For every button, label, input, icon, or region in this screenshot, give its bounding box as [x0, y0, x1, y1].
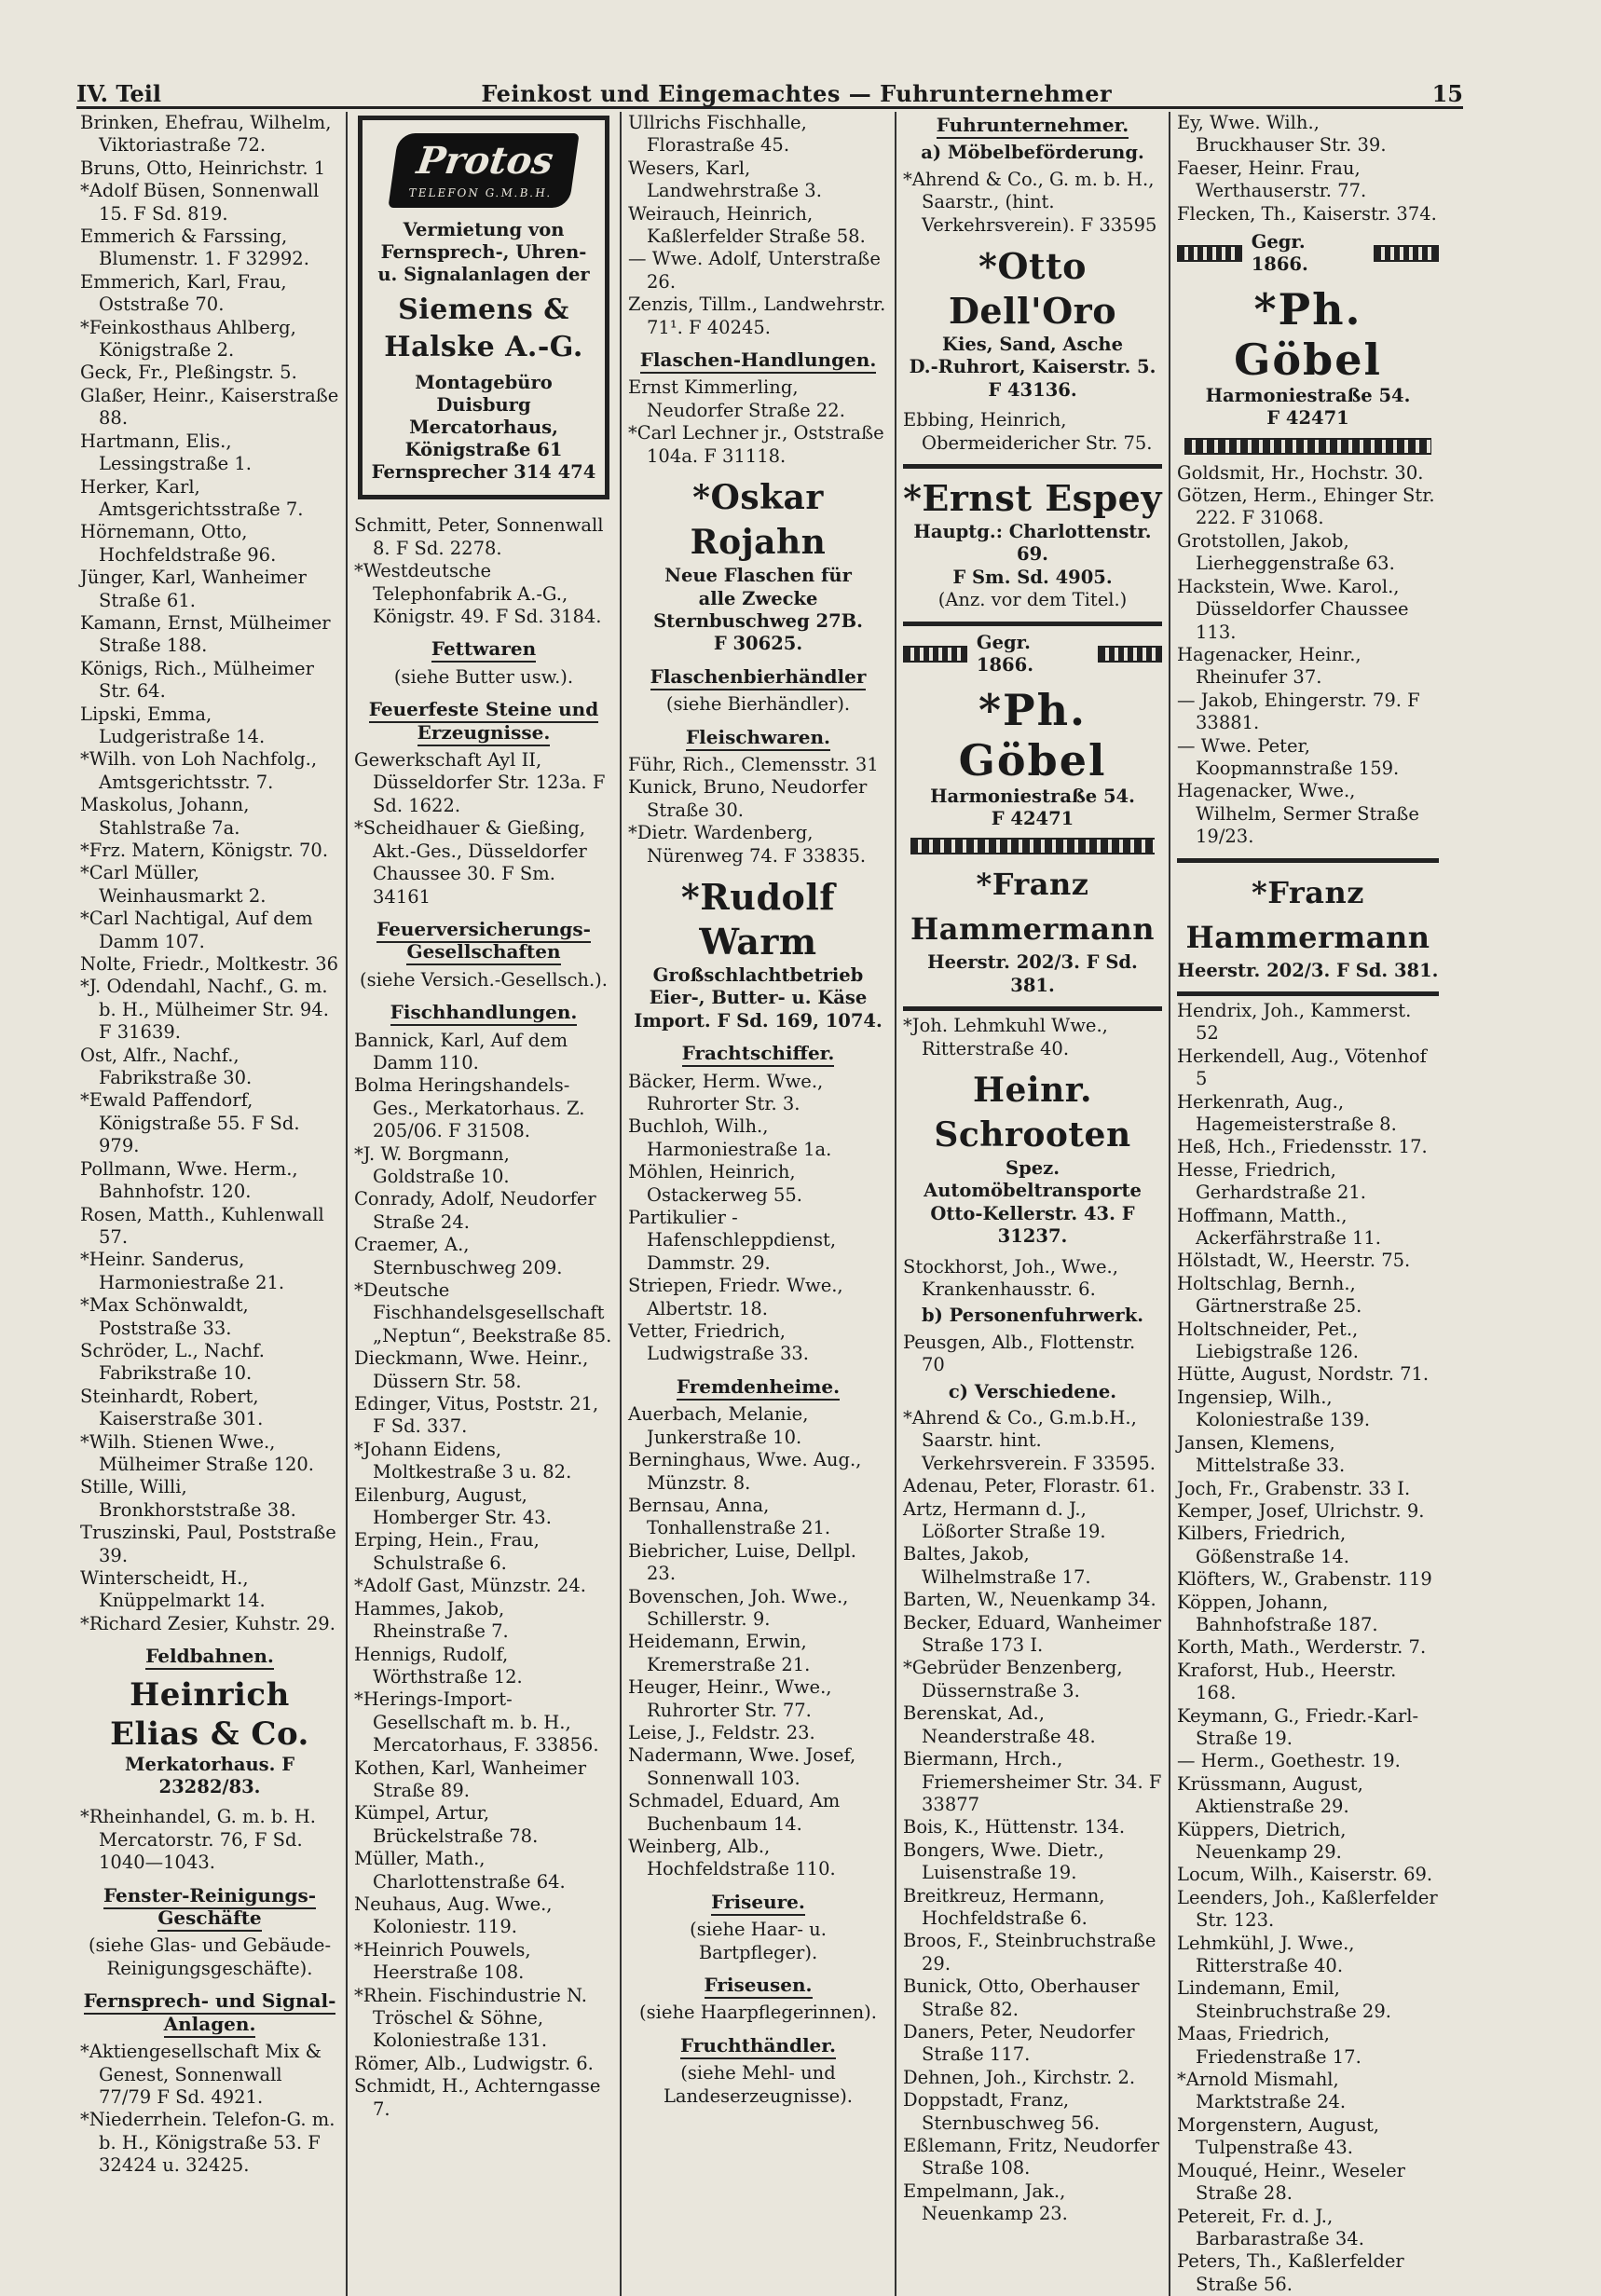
directory-entry: Rosen, Matth., Kuhlenwall 57.: [80, 1203, 324, 1248]
directory-entry: Hammes, Jakob, Rheinstraße 7.: [354, 1597, 509, 1643]
directory-entry: Conrady, Adolf, Neudorfer Straße 24.: [354, 1188, 596, 1233]
directory-entry: *Niederrhein. Telefon-G. m. b. H., Königstraße 53. F 32424 u. 32425.: [80, 2109, 335, 2177]
directory-entry: Bannick, Karl, Auf dem Damm 110.: [354, 1029, 568, 1073]
directory-entry: Hartmann, Elis., Lessingstraße 1.: [80, 430, 252, 475]
directory-entry: Vetter, Friedrich, Ludwigstraße 33.: [628, 1320, 809, 1365]
section-heading: Friseure.: [628, 1891, 888, 1913]
entry-list: [903, 169, 1162, 237]
directory-entry: Geck, Fr., Pleßingstr. 5.: [80, 362, 297, 384]
directory-entry: Lehmkühl, J. Wwe., Ritterstraße 40.: [1177, 1932, 1355, 1977]
directory-entry: Truszinski, Paul, Poststraße 39.: [80, 1522, 336, 1566]
directory-entry: Faeser, Heinr. Frau, Werthauserstr. 77.: [1177, 157, 1367, 202]
ad-name: *Franz Hammermann: [1185, 874, 1430, 955]
directory-entry: Ey, Wwe. Wilh., Bruckhauser Str. 39.: [1177, 112, 1387, 157]
ad-franz-hammermann: *Franz Hammermann Heerstr. 202/3. F Sd. 381.: [1177, 870, 1439, 982]
directory-entry: Joch, Fr., Grabenstr. 33 I.: [1177, 1477, 1411, 1499]
directory-entry: Schmitt, Peter, Sonnenwall 8. F Sd. 2278.: [354, 514, 604, 559]
directory-entry: Locum, Wilh., Kaiserstr. 69.: [1177, 1864, 1433, 1886]
entry-list: [80, 1806, 339, 1874]
directory-entry: Weinberg, Alb., Hochfeldstraße 110.: [628, 1836, 836, 1880]
directory-entry: Doppstadt, Franz, Sternbuschweg 56.: [903, 2089, 1101, 2134]
directory-entry: Morgenstern, August, Tulpenstraße 43.: [1177, 2113, 1379, 2159]
protos-logo: Protos TELEFON G.M.B.H.: [388, 133, 579, 208]
ad-name: Heinrich Elias & Co.: [110, 1675, 309, 1753]
directory-entry: Peusgen, Alb., Flottenstr. 70: [903, 1331, 1136, 1376]
ad-otto-delloro: *Otto Dell'Oro Kies, Sand, Asche D.-Ruhrort, Kaiserstr. 5. F 43136.: [903, 244, 1162, 402]
directory-entry: *Carl Lechner jr., Oststraße 104a. F 31118.: [628, 422, 884, 467]
directory-entry: Daners, Peter, Neudorfer Straße 117.: [903, 2020, 1135, 2066]
ad-name: *Rudolf Warm: [680, 875, 836, 963]
entry-list: [1177, 1000, 1439, 2296]
entry-list: [903, 1332, 1162, 1377]
running-title: Feinkost und Eingemachtes — Fuhrunternehmer: [481, 79, 1113, 107]
directory-entry: *Dietr. Wardenberg, Nürenweg 74. F 33835.: [628, 822, 867, 867]
directory-entry: Jansen, Klemens, Mittelstraße 33.: [1177, 1431, 1346, 1477]
cross-reference: (siehe Mehl- und Landeserzeugnisse).: [663, 2062, 854, 2107]
subsection-heading: a) Möbelbeförderung.: [921, 142, 1144, 164]
subsection-heading: c) Verschiedene.: [948, 1380, 1117, 1402]
directory-entry: Hagenacker, Heinr., Rheinufer 37.: [1177, 643, 1362, 689]
directory-entry: Biebricher, Luise, Dellpl. 23.: [628, 1539, 856, 1585]
directory-entry: *Deutsche Fischhandelsgesellschaft „Neptun“, Beekstraße 85.: [354, 1279, 612, 1346]
directory-entry: Führ, Rich., Clemensstr. 31: [628, 753, 879, 775]
directory-entry: Hagenacker, Wwe., Wilhelm, Sermer Straße 19/23.: [1177, 780, 1419, 848]
entry-list: [628, 754, 888, 868]
hatch-ornament: [903, 646, 967, 663]
directory-entry: Lindemann, Emil, Steinbruchstraße 29.: [1177, 1977, 1391, 2022]
directory-entry: *Joh. Lehmkuhl Wwe., Ritterstraße 40.: [903, 1015, 1108, 1059]
directory-entry: *Carl Müller, Weinhausmarkt 2.: [80, 862, 267, 907]
directory-entry: *Herings-Import-Gesellschaft m. b. H., Mercatorhaus, F. 33856.: [354, 1688, 599, 1756]
ornament-band: [910, 838, 1155, 854]
directory-entry: Berenskat, Ad., Neanderstraße 48.: [903, 1702, 1096, 1747]
directory-entry: Gewerkschaft Ayl II, Düsseldorfer Str. 123a. F Sd. 1622.: [354, 749, 606, 816]
directory-entry: *Scheidhauer & Gießing, Akt.-Ges., Düsseldorfer Chaussee 30. F Sm. 34161: [354, 817, 587, 908]
directory-entry: Leenders, Joh., Kaßlerfelder Str. 123.: [1177, 1886, 1438, 1932]
cross-reference: (siehe Butter usw.).: [393, 665, 574, 688]
directory-entry: Hennigs, Rudolf, Wörthstraße 12.: [354, 1643, 523, 1688]
directory-entry: *Rheinhandel, G. m. b. H. Mercatorstr. 76, F Sd. 1040—1043.: [80, 1806, 316, 1874]
entry-list: [1177, 112, 1439, 226]
entry-list: [628, 1071, 888, 1366]
section-heading: Fuhrunternehmer.: [903, 114, 1162, 136]
directory-entry: *Heinrich Pouwels, Heerstraße 108.: [354, 1938, 531, 1984]
directory-entry: Ullrichs Fischhalle, Florastraße 45.: [628, 112, 807, 157]
directory-entry: Hölstadt, W., Heerstr. 75.: [1177, 1250, 1411, 1272]
directory-entry: Korth, Math., Werderstr. 7.: [1177, 1636, 1427, 1659]
directory-entry: *Richard Zesier, Kuhstr. 29.: [80, 1612, 335, 1634]
directory-entry: Brinken, Ehefrau, Wilhelm, Viktoriastraße 72.: [80, 112, 332, 157]
section-label: IV. Teil: [76, 79, 161, 107]
directory-entry: Bovenschen, Joh. Wwe., Schillerstr. 9.: [628, 1585, 849, 1630]
directory-entry: Breitkreuz, Hermann, Hochfeldstraße 6.: [903, 1884, 1105, 1929]
ad-ph-goebel: *Ph. Göbel Harmoniestraße 54. F 42471: [903, 685, 1162, 831]
directory-entry: Bois, K., Hüttenstr. 134.: [903, 1816, 1126, 1838]
directory-entry: Weirauch, Heinrich, Kaßlerfelder Straße 58.: [628, 202, 866, 248]
directory-entry: Maas, Friedrich, Friedenstraße 17.: [1177, 2023, 1362, 2068]
directory-entry: Schmadel, Eduard, Am Buchenbaum 14.: [628, 1790, 841, 1835]
directory-entry: Winterscheidt, H., Knüppelmarkt 14.: [80, 1567, 266, 1612]
directory-entry: Heß, Hch., Friedensstr. 17.: [1177, 1136, 1428, 1158]
directory-entry: Emmerich, Karl, Frau, Oststraße 70.: [80, 270, 287, 316]
ad-name: *Franz Hammermann: [910, 867, 1156, 948]
directory-entry: — Wwe. Peter, Koopmannstraße 159.: [1177, 734, 1400, 779]
directory-entry: Krüssmann, August, Aktienstraße 29.: [1177, 1772, 1363, 1818]
section-heading: Flaschen-Handlungen.: [628, 348, 888, 371]
directory-entry: Nolte, Friedr., Moltkestr. 36: [80, 953, 339, 976]
subsection-heading: b) Personenfuhrwerk.: [922, 1305, 1143, 1327]
section-heading: Fettwaren: [354, 637, 613, 660]
cross-reference: (siehe Bierhändler).: [665, 693, 851, 716]
ornament-band: [1184, 438, 1431, 455]
ad-name: *Ph. Göbel: [958, 684, 1107, 786]
directory-entry: Römer, Alb., Ludwigstr. 6.: [354, 2052, 594, 2074]
directory-entry: — Jakob, Ehingerstr. 79. F 33881.: [1177, 689, 1420, 734]
ad-name: *Oskar Rojahn: [690, 478, 827, 563]
directory-entry: Ernst Kimmerling, Neudorfer Straße 22.: [628, 376, 845, 421]
directory-entry: Zenzis, Tillm., Landwehrstr. 71¹. F 40245.: [628, 294, 886, 338]
section-heading: Frachtschiffer.: [628, 1042, 888, 1064]
entry-list: [903, 1256, 1162, 1302]
section-heading: Feldbahnen.: [80, 1645, 339, 1667]
directory-entry: Adenau, Peter, Florastr. 61.: [903, 1475, 1156, 1497]
section-heading: Fruchthändler.: [628, 2034, 888, 2057]
directory-entry: Hütte, August, Nordstr. 71.: [1177, 1363, 1430, 1386]
ad-text: Montagebüro Duisburg Mercatorhaus, Königstraße 61 Fernsprecher 314 474: [371, 372, 596, 484]
directory-entry: Neuhaus, Aug. Wwe., Koloniestr. 119.: [354, 1893, 553, 1938]
directory-entry: *Wilh. von Loh Nachfolg., Amtsgerichtsstr. 7.: [80, 748, 318, 793]
directory-entry: Buchloh, Wilh., Harmoniestraße 1a.: [628, 1115, 832, 1160]
directory-entry: Erping, Hein., Frau, Schulstraße 6.: [354, 1529, 540, 1574]
directory-entry: Mouqué, Heinr., Weseler Straße 28.: [1177, 2159, 1405, 2205]
ad-heinrich-elias: [80, 1675, 339, 1799]
directory-entry: Hoffmann, Matth., Ackerfährstraße 11.: [1177, 1204, 1381, 1250]
ad-rule: [903, 464, 1162, 469]
column-3: [624, 112, 896, 2296]
section-heading: Feuerfeste Steine und Erzeugnisse.: [354, 698, 613, 744]
directory-entry: *Johann Eidens, Moltkestraße 3 u. 82.: [354, 1438, 572, 1483]
directory-entry: *Aktiengesellschaft Mix & Genest, Sonnenwall 77/79 F Sd. 4921.: [80, 2041, 322, 2108]
entry-list: [903, 1407, 1162, 2226]
directory-entry: Berninghaus, Wwe. Aug., Münzstr. 8.: [628, 1449, 862, 1494]
directory-entry: *J. W. Borgmann, Goldstraße 10.: [354, 1142, 510, 1187]
entry-list: [903, 409, 1162, 455]
directory-entry: Craemer, A., Sternbuschweg 209.: [354, 1234, 563, 1278]
directory-entry: Eilenburg, August, Homberger Str. 43.: [354, 1483, 552, 1529]
directory-entry: Nadermann, Wwe. Josef, Sonnenwall 103.: [628, 1744, 856, 1789]
directory-entry: Jünger, Karl, Wanheimer Straße 61.: [80, 567, 307, 611]
directory-entry: Grotstollen, Jakob, Lierheggenstraße 63.: [1177, 529, 1395, 575]
directory-entry: Holtschlag, Bernh., Gärtnerstraße 25.: [1177, 1272, 1362, 1318]
directory-entry: Hackstein, Wwe. Karol., Düsseldorfer Chaussee 113.: [1177, 575, 1409, 643]
directory-entry: Kemper, Josef, Ulrichstr. 9.: [1177, 1499, 1425, 1522]
directory-entry: Kilbers, Friedrich, Gößenstraße 14.: [1177, 1523, 1350, 1567]
section-heading: Feuerversicherungs-Gesellschaften: [354, 918, 613, 964]
section-heading: Fleischwaren.: [628, 726, 888, 748]
directory-entry: Herkendell, Aug., Vötenhof 5: [1177, 1045, 1427, 1090]
hatch-ornament: [1177, 245, 1242, 262]
entry-list: [903, 1015, 1162, 1060]
directory-entry: Leise, J., Feldstr. 23.: [628, 1721, 815, 1743]
hatch-ornament: [1374, 245, 1439, 262]
entry-list: [628, 376, 888, 468]
directory-entry: Ebbing, Heinrich, Obermeidericher Str. 75.: [903, 409, 1153, 454]
directory-entry: *Carl Nachtigal, Auf dem Damm 107.: [80, 908, 313, 952]
cross-reference: (siehe Versich.-Gesellsch.).: [360, 968, 608, 991]
directory-entry: Bernsau, Anna, Tonhallenstraße 21.: [628, 1494, 831, 1539]
ad-rule: [1177, 991, 1439, 996]
entry-list: [354, 514, 613, 628]
directory-entry: Kothen, Karl, Wanheimer Straße 89.: [354, 1756, 587, 1801]
directory-entry: Ost, Alfr., Nachf., Fabrikstraße 30.: [80, 1044, 253, 1089]
directory-entry: *Wilh. Stienen Wwe., Mülheimer Straße 120.: [80, 1430, 314, 1475]
entry-list: [80, 112, 339, 1635]
directory-entry: Dieckmann, Wwe. Heinr., Düssern Str. 58.: [354, 1347, 589, 1392]
ad-name: *Ph. Göbel: [1234, 283, 1382, 385]
ad-name: Heinr. Schrooten: [934, 1070, 1131, 1155]
ad-rule: [1177, 858, 1439, 863]
section-heading: Fischhandlungen.: [354, 1001, 613, 1023]
directory-entry: Bäcker, Herm. Wwe., Ruhrorter Str. 3.: [628, 1070, 824, 1114]
directory-entry: *Max Schönwaldt, Poststraße 33.: [80, 1294, 249, 1339]
directory-entry: *Frz. Matern, Königstr. 70.: [80, 840, 329, 861]
directory-entry: Becker, Eduard, Wanheimer Straße 173 I.: [903, 1611, 1162, 1657]
directory-entry: Hörnemann, Otto, Hochfeldstraße 96.: [80, 521, 277, 566]
directory-entry: Striepen, Friedr. Wwe., Albertstr. 18.: [628, 1275, 843, 1319]
directory-entry: *Gebrüder Benzenberg, Düssernstraße 3.: [903, 1657, 1123, 1702]
directory-entry: Flecken, Th., Kaiserstr. 374.: [1177, 202, 1437, 225]
ad-text: Vermietung von Fernsprech-, Uhren- u. Signalanlagen der: [377, 219, 590, 286]
directory-entry: *Feinkosthaus Ahlberg, Königstraße 2.: [80, 316, 296, 362]
ad-name: *Otto Dell'Oro: [948, 245, 1117, 333]
ad-ph-goebel: *Ph. Göbel Harmoniestraße 54. F 42471: [1177, 284, 1439, 430]
directory-entry: Maskolus, Johann, Stahlstraße 7a.: [80, 794, 250, 839]
ad-name: *Ernst Espey: [903, 477, 1162, 520]
directory-entry: Schmidt, H., Achterngasse 7.: [354, 2075, 601, 2120]
directory-entry: Kunick, Bruno, Neudorfer Straße 30.: [628, 776, 868, 821]
directory-entry: Steinhardt, Robert, Kaiserstraße 301.: [80, 1385, 264, 1430]
directory-entry: Artz, Hermann d. J., Lößorter Straße 19.: [903, 1497, 1106, 1543]
cross-reference: (siehe Haar- u. Bartpfleger).: [690, 1919, 827, 1963]
directory-entry: Müller, Math., Charlottenstraße 64.: [354, 1848, 566, 1893]
directory-entry: *J. Odendahl, Nachf., G. m. b. H., Mülheimer Str. 94. F 31639.: [80, 976, 329, 1044]
directory-entry: Edinger, Vitus, Poststr. 21, F Sd. 337.: [354, 1393, 599, 1438]
directory-entry: Emmerich & Farssing, Blumenstr. 1. F 32992.: [80, 226, 309, 270]
ad-oskar-rojahn: *Oskar Rojahn Neue Flaschen für alle Zwecke Sternbuschweg 27B. F 30625.: [628, 475, 888, 656]
entry-list: [354, 1030, 613, 2122]
directory-entry: Ingensiep, Wilh., Koloniestraße 139.: [1177, 1386, 1371, 1431]
directory-entry: Keymann, G., Friedr.-Karl-Straße 19.: [1177, 1704, 1419, 1749]
ad-siemens: Siemens & Halske A.-G.: [384, 294, 583, 364]
section-heading: Fremdenheime.: [628, 1375, 888, 1398]
ad-rudolf-warm: *Rudolf Warm Großschlachtbetrieb Eier-, Butter- u. Käse Import. F Sd. 169, 1074.: [628, 875, 888, 1032]
directory-entry: Königs, Rich., Mülheimer Str. 64.: [80, 657, 314, 703]
cross-reference: (siehe Haarpflegerinnen).: [639, 2002, 877, 2024]
ad-rule: [903, 622, 1162, 626]
directory-entry: Baltes, Jakob, Wilhelmstraße 17.: [903, 1543, 1091, 1588]
directory-entry: Klöfters, W., Grabenstr. 119: [1177, 1568, 1432, 1591]
header-rule: [76, 106, 1463, 109]
directory-entry: *Adolf Gast, Münzstr. 24.: [354, 1575, 586, 1597]
directory-entry: Broos, F., Steinbruchstraße 29.: [903, 1930, 1156, 1975]
directory-entry: Bunick, Otto, Oberhauser Straße 82.: [903, 1975, 1140, 2020]
ad-heinr-schrooten: Heinr. Schrooten Spez. Automöbeltransporte Otto-Kellerstr. 43. F 31237.: [903, 1068, 1162, 1249]
ad-franz-hammermann: *Franz Hammermann Heerstr. 202/3. F Sd. 381.: [903, 862, 1162, 997]
section-heading: Flaschenbierhändler: [628, 665, 888, 688]
hatch-ornament: [1098, 646, 1162, 663]
directory-entry: Kraforst, Hub., Heerstr. 168.: [1177, 1659, 1397, 1704]
directory-entry: Heidemann, Erwin, Kremerstraße 21.: [628, 1631, 811, 1675]
entry-list: [628, 1403, 888, 1881]
page-header: [76, 76, 1463, 110]
ad-founded: Gegr. 1866.: [1177, 231, 1439, 277]
directory-entry: *Rhein. Fischindustrie N. Tröschel & Söhne, Koloniestraße 131.: [354, 1984, 587, 2052]
directory-entry: *Ewald Paffendorf, Königstraße 55. F Sd. 979.: [80, 1089, 300, 1157]
directory-entry: — Wwe. Adolf, Unterstraße 26.: [628, 248, 881, 293]
directory-entry: *Heinr. Sanderus, Harmoniestraße 21.: [80, 1249, 285, 1293]
directory-entry: Hesse, Friedrich, Gerhardstraße 21.: [1177, 1158, 1366, 1204]
directory-entry: Herker, Karl, Amtsgerichtsstraße 7.: [80, 475, 304, 520]
directory-entry: Peters, Th., Kaßlerfelder Straße 56.: [1177, 2250, 1404, 2295]
directory-entry: *Ahrend & Co., G.m.b.H., Saarstr. hint. Verkehrsverein. F 33595.: [903, 1407, 1156, 1474]
directory-entry: Pollmann, Wwe. Herm., Bahnhofstr. 120.: [80, 1157, 298, 1203]
section-heading: Fenster-Reinigungs-Geschäfte: [80, 1884, 339, 1930]
entry-list: [1177, 462, 1439, 849]
entry-list: [354, 749, 613, 909]
entry-list: [80, 2041, 339, 2177]
column-5: [1173, 112, 1445, 2296]
column-2: [350, 112, 622, 2296]
directory-entry: Wesers, Karl, Landwehrstraße 3.: [628, 157, 822, 202]
directory-entry: Küppers, Dietrich, Neuenkamp 29.: [1177, 1818, 1347, 1863]
directory-entry: Möhlen, Heinrich, Ostackerweg 55.: [628, 1161, 802, 1206]
directory-entry: Biermann, Hrch., Friemersheimer Str. 34. F 33877: [903, 1748, 1162, 1815]
cross-reference: (siehe Glas- und Gebäude-Reinigungsgeschäfte).: [88, 1934, 332, 1979]
directory-entry: Empelmann, Jak., Neuenkamp 23.: [903, 2180, 1068, 2225]
directory-entry: *Ahrend & Co., G. m. b. H., Saarstr., (hint. Verkehrsverein). F 33595: [903, 168, 1157, 236]
directory-entry: Dehnen, Joh., Kirchstr. 2.: [903, 2066, 1136, 2088]
columns: [76, 112, 1463, 2295]
ad-line: Merkatorhaus. F 23282/83.: [124, 1753, 295, 1798]
column-4: [899, 112, 1170, 2296]
directory-entry: Kümpel, Artur, Brückelstraße 78.: [354, 1802, 539, 1847]
directory-entry: Eßlemann, Fritz, Neudorfer Straße 108.: [903, 2135, 1160, 2180]
directory-entry: Bongers, Wwe. Dietr., Luisenstraße 19.: [903, 1838, 1104, 1884]
directory-entry: *Arnold Mismahl, Marktstraße 24.: [1177, 2069, 1347, 2113]
directory-entry: *Westdeutsche Telephonfabrik A.-G., Königstr. 49. F Sd. 3184.: [354, 560, 602, 628]
directory-entry: Bruns, Otto, Heinrichstr. 1: [80, 157, 326, 179]
directory-entry: Goldsmit, Hr., Hochstr. 30.: [1177, 461, 1424, 484]
directory-entry: Barten, W., Neuenkamp 34.: [903, 1589, 1156, 1611]
directory-entry: Lipski, Emma, Ludgeristraße 14.: [80, 703, 266, 747]
directory-entry: Heuger, Heinr., Wwe., Ruhrorter Str. 77.: [628, 1676, 832, 1721]
directory-entry: Glaßer, Heinr., Kaiserstraße 88.: [80, 384, 339, 430]
ad-ernst-espey: *Ernst Espey Hauptg.: Charlottenstr. 69. F Sm. Sd. 4905. (Anz. vor dem Titel.): [903, 477, 1162, 611]
directory-entry: Auerbach, Melanie, Junkerstraße 10.: [628, 1403, 809, 1448]
directory-entry: *Adolf Büsen, Sonnenwall 15. F Sd. 819.: [80, 180, 320, 225]
section-heading: Friseusen.: [628, 1974, 888, 1996]
directory-entry: Götzen, Herm., Ehinger Str. 222. F 31068.: [1177, 485, 1435, 529]
directory-entry: Stockhorst, Joh., Wwe., Krankenhausstr. 6.: [903, 1255, 1118, 1300]
directory-entry: Schröder, L., Nachf. Fabrikstraße 10.: [80, 1339, 265, 1385]
directory-entry: Köppen, Johann, Bahnhofstraße 187.: [1177, 1591, 1378, 1635]
directory-entry: Kamann, Ernst, Mülheimer Straße 188.: [80, 611, 331, 657]
directory-entry: Hendrix, Joh., Kammerst. 52: [1177, 999, 1412, 1045]
directory-entry: Holtschneider, Pet., Liebigstraße 126.: [1177, 1318, 1359, 1363]
column-1: [76, 112, 348, 2296]
directory-entry: — Herm., Goethestr. 19.: [1177, 1750, 1401, 1772]
ad-protos: [358, 116, 609, 499]
directory-entry: Bolma Heringshandels-Ges., Merkatorhaus. Z. 205/06. F 31508.: [354, 1074, 585, 1142]
page-number: 15: [1431, 79, 1463, 107]
entry-list: [628, 112, 888, 339]
ad-rule: [903, 1006, 1162, 1011]
directory-entry: Herkenrath, Aug., Hagemeisterstraße 8.: [1177, 1090, 1397, 1135]
directory-entry: Stille, Willi, Bronkhorststraße 38.: [80, 1476, 296, 1521]
section-heading: Fernsprech- und Signal-Anlagen.: [80, 1989, 339, 2035]
ad-founded: Gegr. 1866.: [903, 632, 1162, 677]
directory-entry: Partikulier - Hafenschleppdienst, Dammstr. 29.: [628, 1207, 837, 1274]
directory-entry: Petereit, Fr. d. J., Barbarastraße 34.: [1177, 2205, 1364, 2249]
